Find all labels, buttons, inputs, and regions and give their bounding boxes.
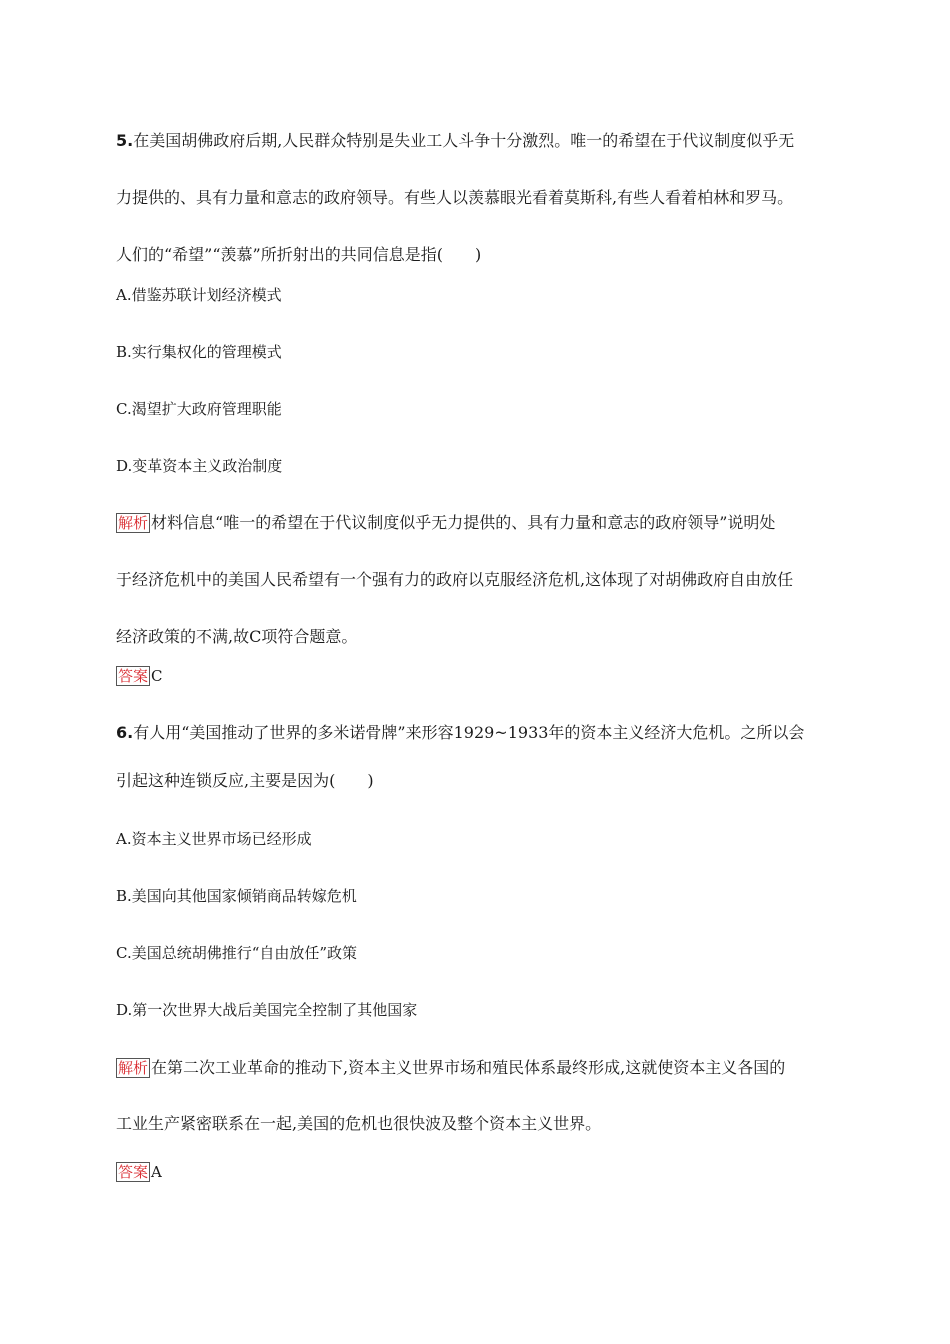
answer-label: 答案 bbox=[118, 667, 149, 685]
question-number: 6. bbox=[116, 723, 134, 742]
question-5-option-b: B.实行集权化的管理模式 bbox=[116, 343, 282, 361]
analysis-label: 解析 bbox=[118, 514, 149, 532]
answer-value: C bbox=[151, 667, 163, 685]
question-5-stem-line-1: 5.在美国胡佛政府后期,人民群众特别是失业工人斗争十分激烈。唯一的希望在于代议制度似乎无 bbox=[116, 131, 795, 150]
question-6-option-c: C.美国总统胡佛推行“自由放任”政策 bbox=[116, 944, 358, 962]
question-5-option-a: A.借鉴苏联计划经济模式 bbox=[116, 286, 282, 304]
question-5-answer bbox=[116, 666, 163, 686]
question-5-option-d: D.变革资本主义政治制度 bbox=[116, 457, 283, 475]
question-6-stem-line-2: 引起这种连锁反应,主要是因为( ) bbox=[116, 771, 374, 790]
question-6-option-d: D.第一次世界大战后美国完全控制了其他国家 bbox=[116, 1001, 418, 1019]
question-5-analysis-line-1: 解析 材料信息“唯一的希望在于代议制度似乎无力提供的、具有力量和意志的政府领导”说明处 bbox=[118, 513, 776, 532]
question-5-stem-line-3: 人们的“希望”“羡慕”所折射出的共同信息是指( ) bbox=[116, 245, 482, 264]
question-6-answer bbox=[116, 1162, 162, 1182]
question-5-analysis-line-2: 于经济危机中的美国人民希望有一个强有力的政府以克服经济危机,这体现了对胡佛政府自由放任 bbox=[116, 570, 794, 589]
question-6-analysis-line-2: 工业生产紧密联系在一起,美国的危机也很快波及整个资本主义世界。 bbox=[116, 1114, 602, 1133]
question-5-analysis-line-3: 经济政策的不满,故C项符合题意。 bbox=[116, 627, 358, 646]
answer-label: 答案 bbox=[118, 1163, 149, 1181]
question-6-option-a: A.资本主义世界市场已经形成 bbox=[116, 830, 312, 848]
analysis-label: 解析 bbox=[118, 1059, 149, 1077]
question-5-stem-line-2: 力提供的、具有力量和意志的政府领导。有些人以羡慕眼光看着莫斯科,有些人看着柏林和罗马。 bbox=[116, 188, 794, 207]
question-5-option-c: C.渴望扩大政府管理职能 bbox=[116, 400, 282, 418]
answer-value: A bbox=[151, 1163, 162, 1181]
question-6-option-b: B.美国向其他国家倾销商品转嫁危机 bbox=[116, 887, 357, 905]
question-6-stem-line-1: 6.有人用“美国推动了世界的多米诺骨牌”来形容1929~1933年的资本主义经济大危机。之所以会 bbox=[116, 723, 805, 742]
question-6-analysis-line-1: 解析 在第二次工业革命的推动下,资本主义世界市场和殖民体系最终形成,这就使资本主义各国的 bbox=[118, 1058, 786, 1077]
question-number: 5. bbox=[116, 131, 134, 150]
